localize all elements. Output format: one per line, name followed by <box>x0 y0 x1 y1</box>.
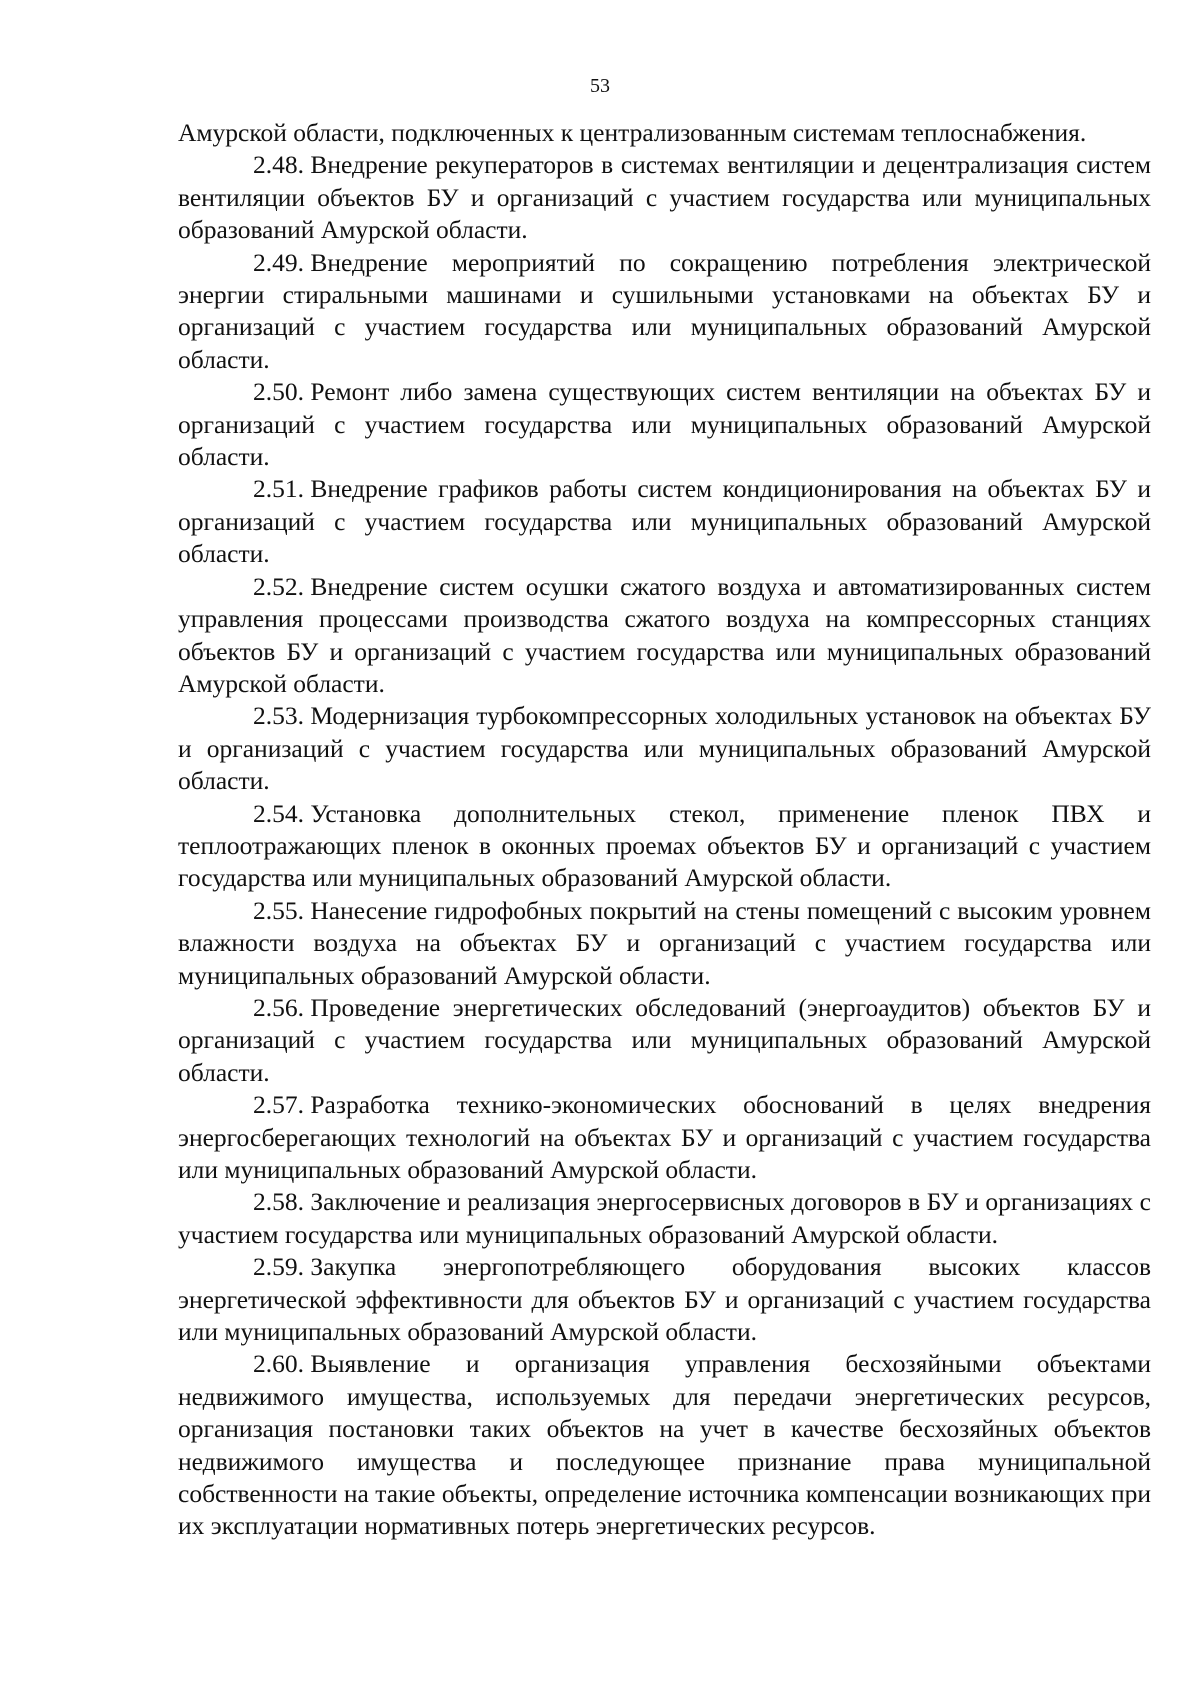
paragraph-number: 2.54. <box>253 798 304 828</box>
paragraph-number: 2.58. <box>253 1187 304 1217</box>
paragraph-text: Внедрение графиков работы систем кондиционирования на объектах БУ и организаций с участием государства или муниципальных образований Амурской области. <box>178 474 1151 569</box>
paragraph-text: Внедрение мероприятий по сокращению потребления электрической энергии стиральными машинами и сушильными установками на объектах БУ и организаций с участием государства или муниципальных образований Амурской области. <box>178 247 1151 374</box>
paragraph-number: 2.55. <box>253 895 304 925</box>
paragraph-2-48 <box>178 149 1151 246</box>
paragraph-number: 2.49. <box>253 247 304 277</box>
paragraph-text: Внедрение систем осушки сжатого воздуха и автоматизированных систем управления процессами производства сжатого воздуха на компрессорных станциях объектов БУ и организаций с участием государства или муниципальных образований Амурской области. <box>178 571 1151 698</box>
paragraph-number: 2.56. <box>253 992 304 1022</box>
paragraph-number: 2.60. <box>253 1349 304 1379</box>
paragraph-number: 2.57. <box>253 1090 304 1120</box>
paragraph-2-52 <box>178 571 1151 701</box>
paragraph-number: 2.48. <box>253 150 304 180</box>
paragraph-2-51 <box>178 473 1151 570</box>
paragraph-text: Нанесение гидрофобных покрытий на стены помещений с высоким уровнем влажности воздуха на объектах БУ и организаций с участием государства или муниципальных образований Амурской области. <box>178 895 1151 990</box>
paragraph-2-60 <box>178 1348 1151 1542</box>
paragraph-text: Заключение и реализация энергосервисных договоров в БУ и организациях с участием государства или муниципальных образований Амурской области. <box>178 1187 1151 1249</box>
paragraph-2-56 <box>178 992 1151 1089</box>
paragraph-text: Закупка энергопотребляющего оборудования высоких классов энергетической эффективности для объектов БУ и организаций с участием государства или муниципальных образований Амурской области. <box>178 1252 1151 1347</box>
paragraph-number: 2.51. <box>253 474 304 504</box>
paragraph-2-55 <box>178 895 1151 992</box>
paragraph-number: 2.52. <box>253 571 304 601</box>
paragraph-text: Модернизация турбокомпрессорных холодильных установок на объектах БУ и организаций с участием государства или муниципальных образований Амурской области. <box>178 701 1151 796</box>
paragraph-2-59 <box>178 1251 1151 1348</box>
paragraph-text: Внедрение рекуператоров в системах вентиляции и децентрализация систем вентиляции объектов БУ и организаций с участием государства или муниципальных образований Амурской области. <box>178 150 1151 245</box>
paragraph-2-49 <box>178 247 1151 377</box>
paragraph-2-53 <box>178 700 1151 797</box>
paragraph-number: 2.59. <box>253 1252 304 1282</box>
paragraph-2-57 <box>178 1089 1151 1186</box>
paragraph-text: Ремонт либо замена существующих систем вентиляции на объектах БУ и организаций с участием государства или муниципальных образований Амурской области. <box>178 377 1151 472</box>
page-number: 53 <box>590 75 610 97</box>
document-body <box>178 117 1151 1543</box>
continuation-paragraph: Амурской области, подключенных к централизованным системам теплоснабжения. <box>178 118 1087 147</box>
paragraph-text: Разработка технико-экономических обоснований в целях внедрения энергосберегающих технологий на объектах БУ и организаций с участием государства или муниципальных образований Амурской области. <box>178 1090 1151 1184</box>
paragraph-text: Проведение энергетических обследований (энергоаудитов) объектов БУ и организаций с участием государства или муниципальных образований Амурской области. <box>178 992 1151 1087</box>
paragraph-2-50 <box>178 376 1151 473</box>
paragraph-2-54 <box>178 798 1151 895</box>
paragraph-2-58 <box>178 1186 1151 1251</box>
paragraph-number: 2.50. <box>253 377 304 407</box>
paragraph-text: Установка дополнительных стекол, применение пленок ПВХ и теплоотражающих пленок в оконных проемах объектов БУ и организаций с участием государства или муниципальных образований Амурской области. <box>178 798 1151 893</box>
paragraph-number: 2.53. <box>253 701 304 731</box>
paragraph-text: Выявление и организация управления бесхозяйными объектами недвижимого имущества, используемых для передачи энергетических ресурсов, организация постановки таких объектов на учет в качестве бесхозяйных объектов недвижимого имущества и последующее признание права муниципальной собственности на такие объекты, определение источника компенсации возникающих при их эксплуатации нормативных потерь энергетических ресурсов. <box>178 1349 1151 1541</box>
